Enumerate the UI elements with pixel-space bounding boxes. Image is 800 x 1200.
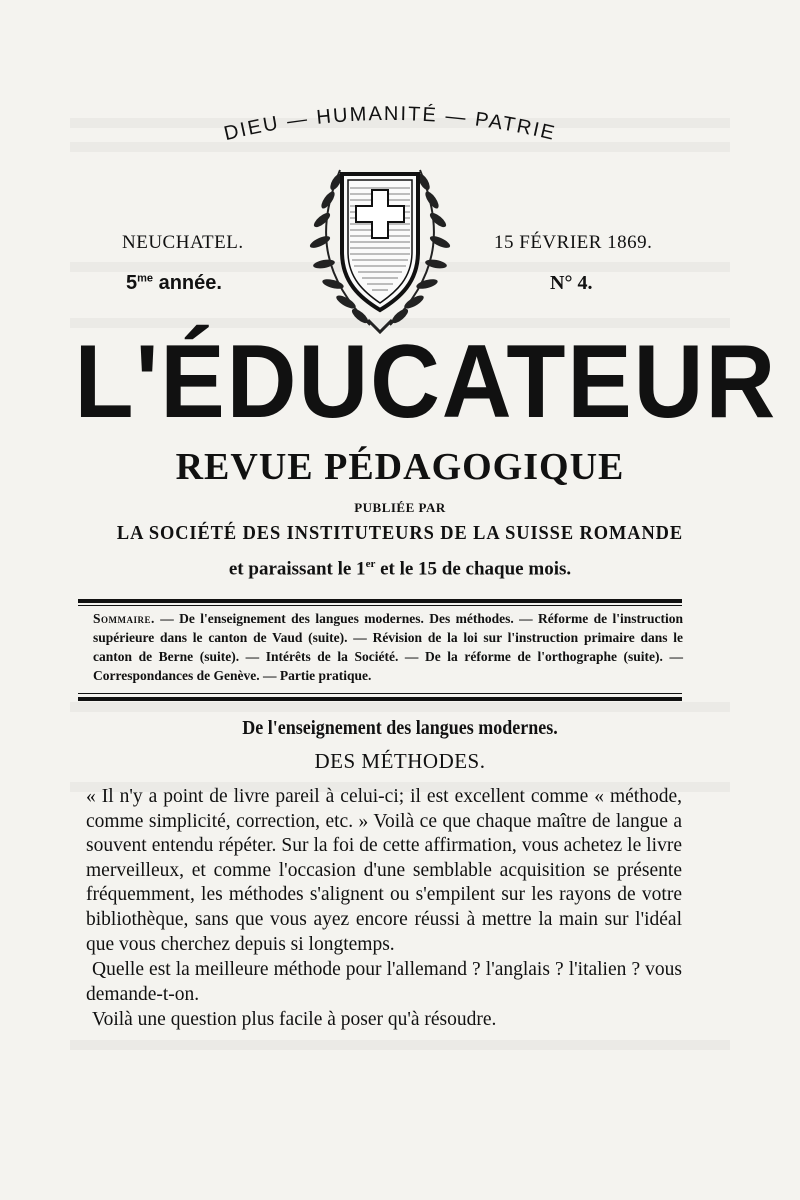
motto-dash-1: —	[285, 107, 311, 133]
society-name: LA SOCIÉTÉ DES INSTITUTEURS DE LA SUISSE ROMANDE	[116, 522, 684, 544]
motto-dieu: DIEU	[221, 112, 282, 146]
place-name: NEUCHATEL.	[122, 232, 244, 253]
volume-year-suffix: me	[137, 272, 154, 285]
article-paragraph: Quelle est la meilleure méthode pour l'allemand ? l'anglais ? l'italien ? vous demande-t-on.	[86, 959, 682, 1005]
publication-frequency	[50, 558, 750, 580]
motto	[170, 100, 610, 160]
frequency-start: et paraissant le 1	[228, 558, 366, 580]
published-by: PUBLIÉE PAR	[354, 500, 446, 515]
volume-year	[126, 272, 222, 295]
summary-label: Sommaire.	[93, 611, 155, 626]
article-paragraph: « Il n'y a point de livre pareil à celui-ci; il est excellent comme « méthode, comme simplicité, correction, etc. » Voilà ce que chaque maître de langue a souvent entendu répéter. Sur la foi de cette affirmation, vous achetez le livre merveilleux, et comme l'occasion d'une semblable acquisition se présente fréquemment, les méthodes s'alignent ou s'empilent sur les rayons de votre bibliothèque, sans que vous ayez encore réussi à mettre la main sur l'idéal que vous cherchez depuis si longtemps.	[86, 786, 682, 955]
masthead-subtitle: REVUE PÉDAGOGIQUE	[175, 446, 625, 488]
divider-rule	[78, 599, 682, 603]
summary-text: — De l'enseignement des langues modernes. Des méthodes. — Réforme de l'instruction supérieure dans le canton de Vaud (suite). — Révision de la loi sur l'instruction primaire dans le canton de Berne (suite). — Intérêts de la Société. — De la réforme de l'orthographe (suite). — Correspondances de Genève. — Partie pratique.	[93, 611, 683, 683]
issue-number: N° 4.	[550, 272, 593, 294]
motto-patrie: PATRIE	[473, 108, 559, 146]
volume-year-number: 5	[126, 272, 138, 294]
motto-dash-2: —	[444, 105, 469, 130]
masthead-title: L'ÉDUCATEUR	[74, 324, 778, 440]
frequency-end: et le 15 de chaque mois.	[375, 558, 572, 580]
frequency-sup: er	[365, 558, 376, 570]
issue-date: 15 FÉVRIER 1869.	[494, 232, 653, 253]
divider-rule	[78, 697, 682, 701]
swiss-shield-emblem-icon	[300, 160, 460, 335]
bleed-through	[70, 702, 730, 712]
article-subheading: DES MÉTHODES.	[314, 749, 486, 773]
bleed-through	[70, 1040, 730, 1050]
divider-rule	[78, 693, 682, 694]
divider-rule	[78, 605, 682, 606]
table-of-contents	[93, 609, 683, 685]
svg-text:DIEU — HUM	[222, 103, 558, 145]
motto-humanite: HUMANITÉ	[315, 102, 439, 129]
article-heading: De l'enseignement des langues modernes.	[242, 717, 558, 739]
article-paragraph: Voilà une question plus facile à poser qu'à résoudre.	[92, 1009, 497, 1031]
article-body	[86, 785, 682, 1033]
volume-year-word: année.	[158, 272, 222, 294]
